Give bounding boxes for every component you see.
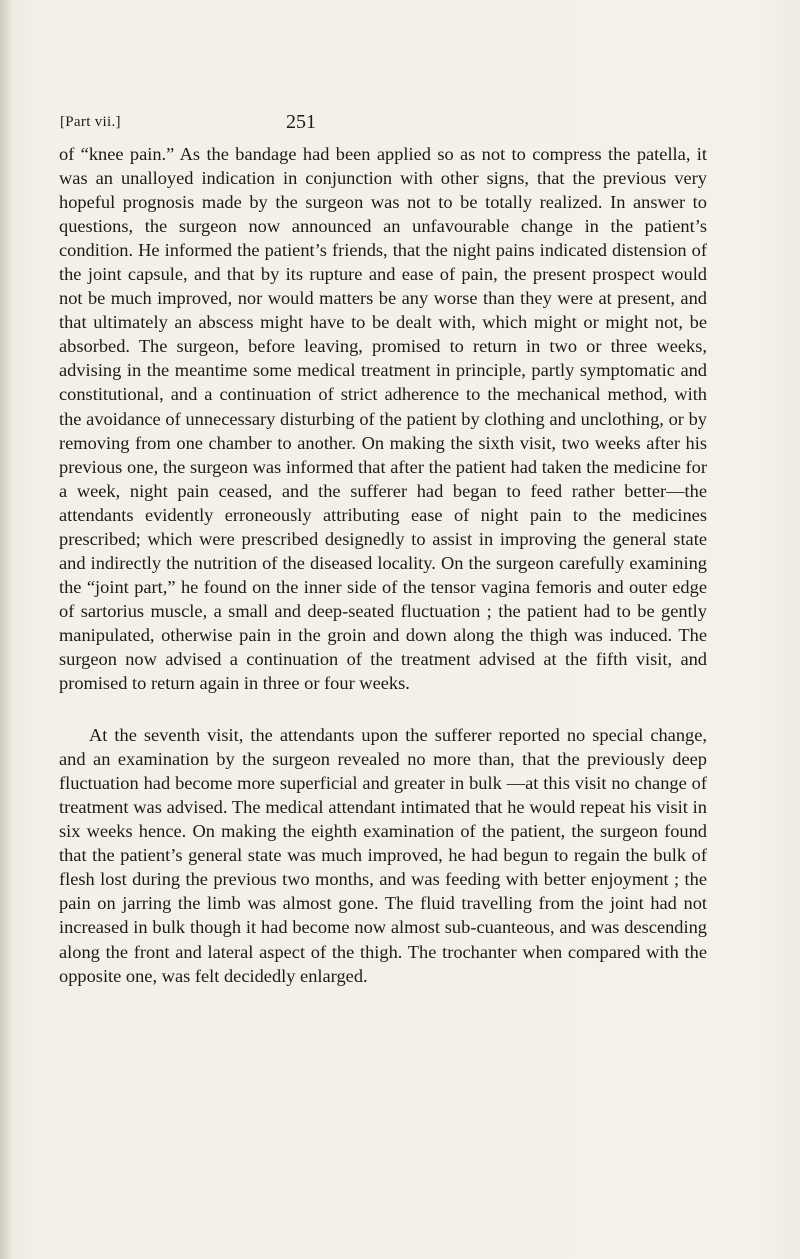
page-edge-shadow (0, 0, 12, 1259)
running-head: [Part vii.] (60, 114, 121, 130)
paragraph: At the seventh visit, the attendants upon the sufferer reported no special change, and an examination by the surgeon revealed no more than, that the previously deep fluctuation had become more superficial and greater in bulk —at this visit no change of treatment was advised. The medical attendant intimated that he would repeat his visit in six weeks hence. On making the eighth examination of the patient, the surgeon found that the patient’s general state was much improved, he had begun to regain the bulk of flesh lost during the previous two months, and was feeding with better enjoyment ; the pain on jarring the limb was almost gone. The fluid travelling from the joint had not increased in bulk though it had become now almost sub-cuanteous, and was descending along the front and lateral aspect of the thigh. The trochanter when compared with the opposite one, was felt decidedly enlarged. (59, 725, 707, 986)
page-header (60, 111, 700, 142)
page-number: 251 (286, 111, 316, 133)
body-text (59, 142, 707, 988)
paragraph: of “knee pain.” As the bandage had been applied so as not to compress the patella, it was an unalloyed indication in conjunction with other signs, that the previous very hopeful prognosis made by the surgeon was not to be totally realized. In answer to questions, the surgeon now announced an unfavourable change in the patient’s condition. He informed the patient’s friends, that the night pains indicated distension of the joint capsule, and that by its rupture and ease of pain, the present prospect would not be much improved, nor would matters be any worse than they were at present, and that ultimately an abscess might have to be dealt with, which might or might not, be absorbed. The surgeon, before leaving, promised to return in two or three weeks, advising in the meantime some medical treatment in principle, partly symptomatic and constitutional, and a continuation of strict adherence to the mechanical method, with the avoidance of unnecessary disturbing of the patient by clothing and unclothing, or by removing from one chamber to another. On making the sixth visit, two weeks after his previous one, the surgeon was informed that after the patient had taken the medicine for a week, night pain ceased, and the sufferer had began to feed rather better—the attendants evidently erroneously attributing ease of night pain to the medicines prescribed; which were prescribed designedly to assist in improving the general state and indirectly the nutrition of the diseased locality. On the surgeon carefully examining the “joint part,” he found on the inner side of the tensor vagina femoris and outer edge of sartorius muscle, a small and deep-seated fluctuation ; the patient had to be gently manipulated, otherwise pain in the groin and down along the thigh was induced. The surgeon now advised a continuation of the treatment advised at the fifth visit, and promised to return again in three or four weeks. (59, 144, 707, 694)
